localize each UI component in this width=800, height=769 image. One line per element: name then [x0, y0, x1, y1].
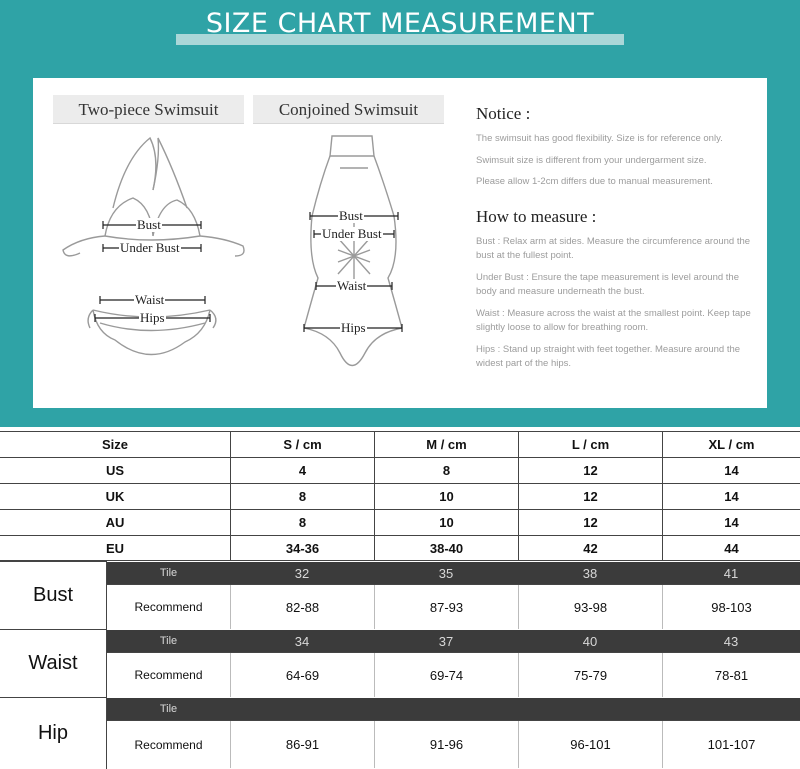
region-cell: UK: [105, 489, 125, 504]
recommend-cell: 82-88: [230, 585, 374, 629]
one-piece-hips-label: Hips: [341, 320, 366, 335]
notice-title: Notice :: [476, 104, 531, 123]
size-cell: 42: [518, 536, 662, 560]
size-cell: 8: [374, 458, 518, 483]
waist-tile-row: [107, 630, 800, 652]
hip-recommend-row: [107, 720, 800, 768]
recommend-cell: 91-96: [374, 721, 518, 768]
recommend-cell: 86-91: [230, 721, 374, 768]
hip-row-label: Hip: [0, 697, 107, 769]
tile-cell: 41: [723, 565, 739, 581]
recommend-cell: 78-81: [662, 653, 800, 697]
region-cell: US: [105, 463, 125, 478]
hips-label: Hips: [140, 310, 165, 325]
bust-tile-row: [107, 562, 800, 584]
size-cell: 34-36: [230, 536, 374, 560]
conjoined-heading: Conjoined Swimsuit: [253, 95, 444, 124]
header-cell: S / cm: [230, 432, 374, 457]
recommend-cell: 101-107: [662, 721, 800, 768]
notes-section: [476, 104, 756, 379]
size-cell: 12: [518, 510, 662, 535]
size-cell: 10: [374, 510, 518, 535]
size-cell: 14: [662, 484, 800, 509]
tile-cell: 38: [582, 565, 598, 581]
header-cell: M / cm: [374, 432, 518, 457]
size-cell: 8: [230, 510, 374, 535]
notice-item: The swimsuit has good flexibility. Size is for reference only.: [476, 133, 723, 144]
tile-cell: 37: [438, 633, 454, 649]
size-cell: 8: [230, 484, 374, 509]
size-cell: 12: [518, 484, 662, 509]
tile-cell: 34: [294, 633, 310, 649]
size-cell: 44: [662, 536, 800, 560]
how-item: Hips : Stand up straight with feet together. Measure around the widest part of the hips.: [476, 343, 741, 369]
recommend-label: Recommend: [134, 600, 203, 614]
bust-row-label: Bust: [0, 561, 107, 629]
waist-recommend-row: [107, 652, 800, 697]
recommend-cell: 93-98: [518, 585, 662, 629]
page-title: SIZE CHART MEASUREMENT: [205, 8, 595, 39]
tile-cell: [662, 698, 800, 720]
one-piece-bust-label: Bust: [339, 208, 363, 223]
recommend-cell: 96-101: [518, 721, 662, 768]
hip-tile-row: [107, 698, 800, 720]
bust-recommend-row: [107, 584, 800, 629]
size-cell: 12: [518, 458, 662, 483]
recommend-label: Recommend: [134, 668, 203, 682]
tile-cell: 32: [294, 565, 310, 581]
bust-label: Bust: [137, 217, 161, 232]
size-cell: 38-40: [374, 536, 518, 560]
bikini-drawing: [55, 128, 250, 388]
tile-cell: [374, 698, 518, 720]
notice-item: Swimsuit size is different from your undergarment size.: [476, 154, 707, 166]
tile-cell: [518, 698, 662, 720]
header-cell: Size: [101, 437, 128, 452]
table-header-row: [0, 431, 800, 457]
header-cell: XL / cm: [662, 432, 800, 457]
how-item: Waist : Measure across the waist at the smallest point. Keep tape slightly loose to allow for breathing room.: [476, 307, 751, 333]
table-row: [0, 509, 800, 535]
size-table: [0, 431, 800, 769]
one-piece-illustration: [290, 128, 420, 388]
size-cell: 14: [662, 458, 800, 483]
tile-cell: 35: [438, 565, 454, 581]
tile-cell: 43: [723, 633, 739, 649]
waist-label: Waist: [135, 292, 165, 307]
tile-label: Tile: [159, 635, 178, 647]
size-cell: 4: [230, 458, 374, 483]
how-item: Under Bust : Ensure the tape measurement is level around the body and measure underneath the bust.: [476, 271, 739, 297]
size-cell: 14: [662, 510, 800, 535]
tile-label: Tile: [159, 703, 178, 715]
recommend-cell: 98-103: [662, 585, 800, 629]
one-piece-waist-label: Waist: [337, 278, 367, 293]
how-item: Bust : Relax arm at sides. Measure the circumference around the bust at the fullest point.: [476, 235, 751, 261]
recommend-cell: 87-93: [374, 585, 518, 629]
one-piece-under-bust-label: Under Bust: [322, 226, 382, 241]
two-piece-heading: Two-piece Swimsuit: [53, 95, 244, 124]
under-bust-label: Under Bust: [120, 240, 180, 255]
recommend-cell: 64-69: [230, 653, 374, 697]
region-cell: AU: [105, 515, 125, 530]
recommend-cell: 75-79: [518, 653, 662, 697]
waist-row-label: Waist: [0, 629, 107, 697]
size-cell: 10: [374, 484, 518, 509]
recommend-label: Recommend: [134, 737, 203, 752]
tile-label: Tile: [159, 567, 178, 579]
recommend-cell: 69-74: [374, 653, 518, 697]
how-to-measure-title: How to measure :: [476, 206, 597, 226]
tile-cell: 40: [582, 633, 598, 649]
notice-item: Please allow 1-2cm differs due to manual measurement.: [476, 176, 713, 187]
region-cell: EU: [105, 540, 125, 556]
table-row: [0, 535, 800, 561]
header-cell: L / cm: [518, 432, 662, 457]
table-row: [0, 483, 800, 509]
bikini-illustration: [55, 128, 250, 388]
table-row: [0, 457, 800, 483]
one-piece-drawing: [290, 128, 420, 388]
tile-cell: [230, 698, 374, 720]
